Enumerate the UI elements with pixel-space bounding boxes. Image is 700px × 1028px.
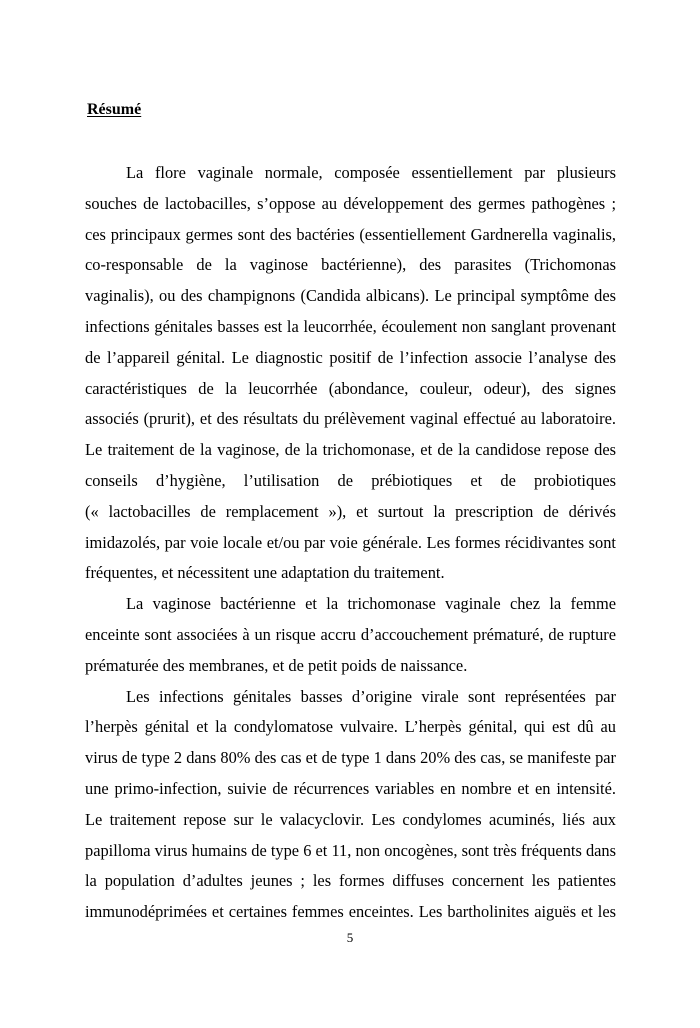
text-line: l’herpès génital et la condylomatose vulvaire. L’herpès génital, qui est dû au	[85, 717, 616, 737]
text-line: co-responsable de la vaginose bactérienne), des parasites (Trichomonas	[85, 255, 616, 275]
text-line: de l’appareil génital. Le diagnostic positif de l’infection associe l’analyse des	[85, 347, 616, 367]
text-line: imidazolés, par voie locale et/ou par voie générale. Les formes récidivantes sont	[85, 532, 616, 552]
text-line: vaginalis), ou des champignons (Candida albicans). Le principal symptôme des	[85, 286, 616, 306]
text-line: prématurée des membranes, et de petit poids de naissance.	[85, 655, 468, 675]
text-line: immunodéprimées et certaines femmes enceintes. Les bartholinites aiguës et les	[85, 902, 616, 922]
text-line: La flore vaginale normale, composée essentiellement par plusieurs	[126, 163, 616, 182]
text-line: enceinte sont associées à un risque accru d’accouchement prématuré, de rupture	[85, 624, 616, 644]
text-line: souches de lactobacilles, s’oppose au développement des germes pathogènes ;	[85, 193, 616, 213]
text-line: ces principaux germes sont des bactéries (essentiellement Gardnerella vaginalis,	[85, 224, 616, 244]
text-line: (« lactobacilles de remplacement »), et surtout la prescription de dérivés	[85, 501, 616, 521]
text-line: Le traitement de la vaginose, de la trichomonase, et de la candidose repose des	[85, 440, 616, 460]
text-line: Le traitement repose sur le valacyclovir. Les condylomes acuminés, liés aux	[85, 809, 616, 829]
page-heading: Résumé	[87, 101, 142, 118]
body-text	[85, 158, 616, 928]
text-line: la population d’adultes jeunes ; les formes diffuses concernent les patientes	[85, 871, 616, 891]
text-line: associés (prurit), et des résultats du prélèvement vaginal effectué au laboratoire.	[85, 409, 616, 429]
text-line: caractéristiques de la leucorrhée (abondance, couleur, odeur), des signes	[85, 378, 616, 398]
text-line: fréquentes, et nécessitent une adaptation du traitement.	[85, 563, 445, 583]
text-line: Les infections génitales basses d’origine virale sont représentées par	[126, 686, 616, 706]
text-line: virus de type 2 dans 80% des cas et de type 1 dans 20% des cas, se manifeste par	[85, 748, 616, 768]
text-line: une primo-infection, suivie de récurrences variables en nombre et en intensité.	[85, 778, 616, 798]
text-line: La vaginose bactérienne et la trichomonase vaginale chez la femme	[126, 594, 616, 614]
text-line: papilloma virus humains de type 6 et 11, non oncogènes, sont très fréquents dans	[85, 840, 616, 860]
page-number: 5	[346, 930, 354, 945]
text-line: conseils d’hygiène, l’utilisation de prébiotiques et de probiotiques	[85, 470, 616, 490]
text-line: infections génitales basses est la leucorrhée, écoulement non sanglant provenant	[85, 316, 616, 336]
